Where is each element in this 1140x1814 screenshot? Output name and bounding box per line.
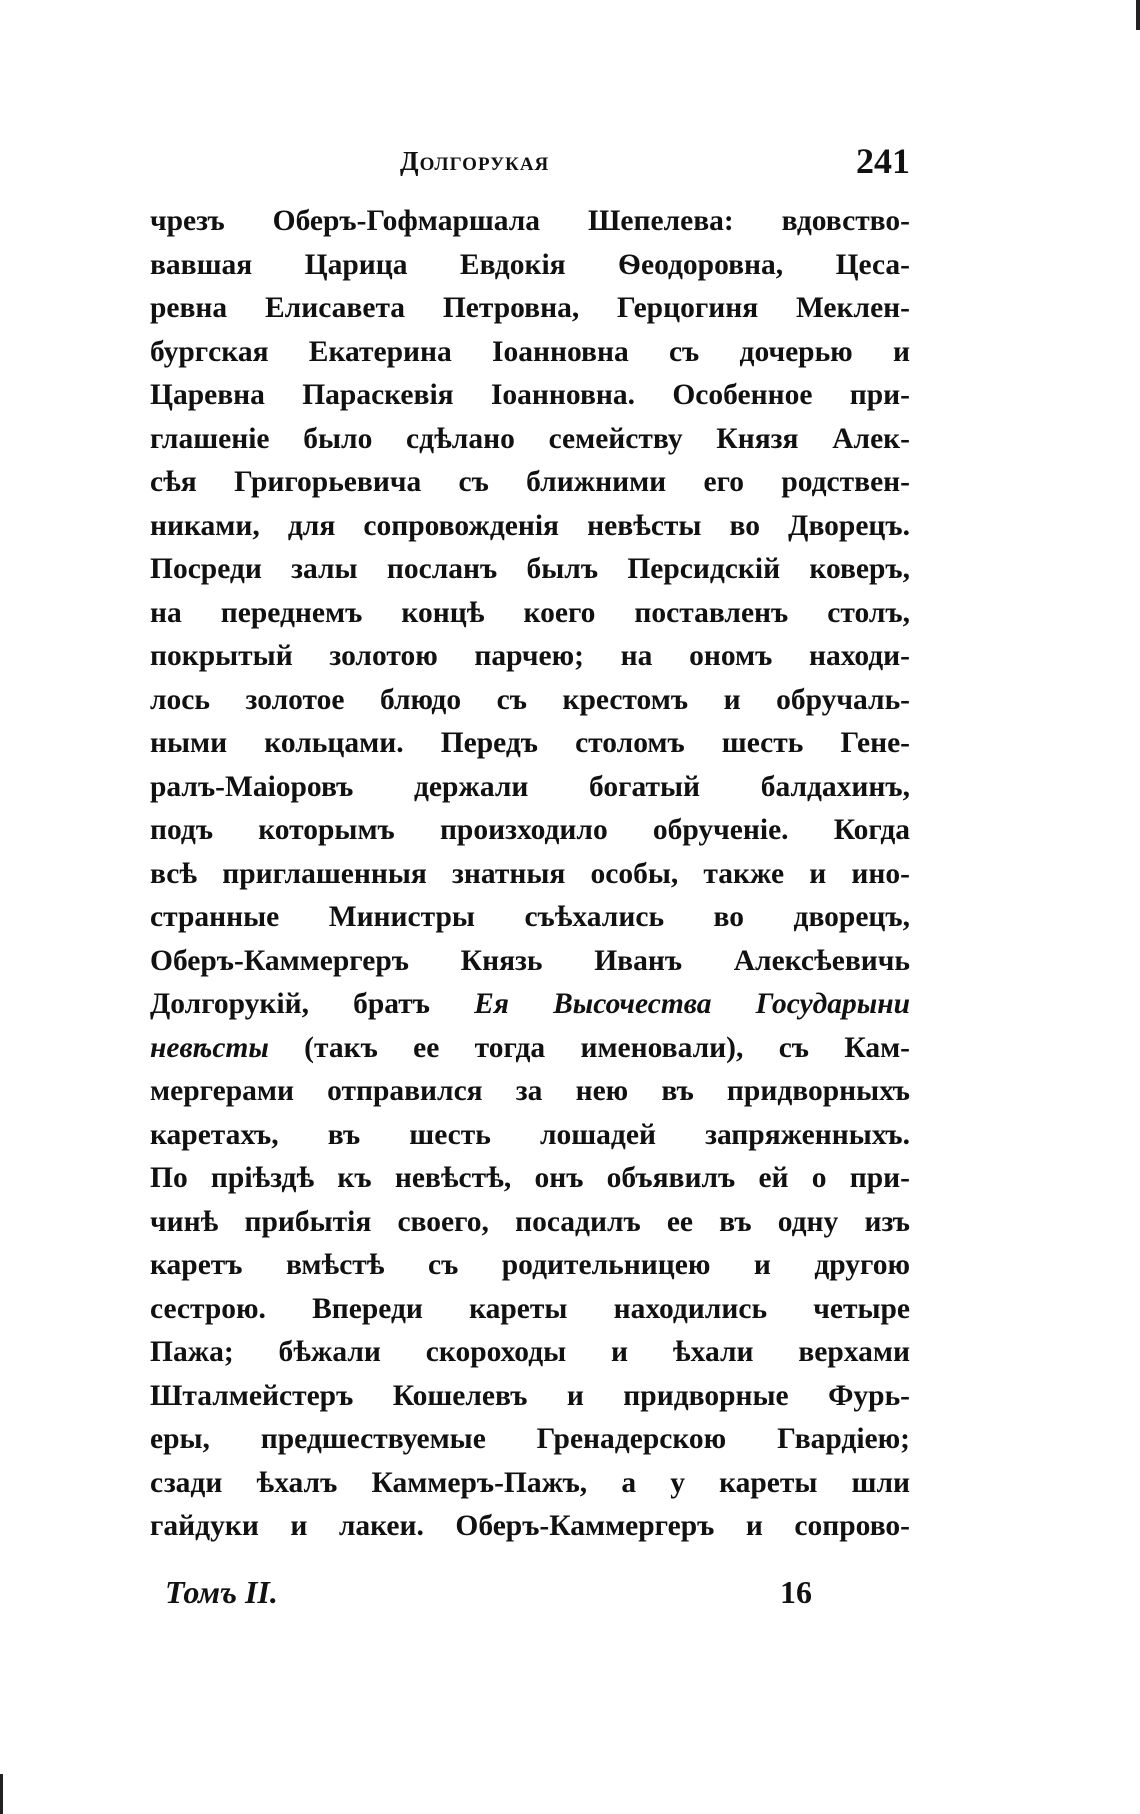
text-line: чинѣ прибытія своего, посадилъ ее въ одну изъ: [150, 1205, 910, 1238]
text-line: еры, предшествуемые Гренадерскою Гвардіею;: [150, 1423, 910, 1455]
text-italic: невѣсты: [150, 1031, 269, 1064]
page-edge-mark: [0, 1774, 3, 1814]
text-line: По пріѣздѣ къ невѣстѣ, онъ объявилъ ей о при-: [150, 1162, 910, 1194]
text-line: странные Министры съѣхались во дворецъ,: [150, 901, 910, 933]
text-line-mixed: [150, 983, 910, 1027]
text-line: Пажа; бѣжали скороходы и ѣхали верхами: [150, 1336, 910, 1368]
text-line: ралъ-Маіоровъ держали богатый балдахинъ,: [150, 770, 910, 803]
text-line: каретъ вмѣстѣ съ родительницею и другою: [150, 1249, 910, 1281]
text-line: ными кольцами. Передъ столомъ шесть Гене-: [150, 727, 910, 759]
text-line: всѣ приглашенныя знатныя особы, также и ино-: [150, 857, 910, 890]
text-line: Посреди залы посланъ былъ Персидскій коверъ,: [150, 553, 910, 585]
text-line: ревна Елисавета Петровна, Герцогиня Меклен-: [150, 292, 910, 324]
text-line: Оберъ-Каммергеръ Князь Иванъ Алексѣевичь: [150, 944, 910, 977]
running-title: Долгорукая: [400, 146, 550, 176]
page-number: 241: [856, 141, 910, 181]
text-line: бургская Екатерина Іоанновна съ дочерью и: [150, 335, 910, 368]
volume-label: Томъ II.: [165, 1574, 278, 1610]
text-italic: Ея Высочества Государыни: [474, 988, 910, 1020]
text-line: мергерами отправился за нею въ придворныхъ: [150, 1075, 910, 1107]
text-line: подъ которымъ произходило обрученіе. Когда: [150, 814, 910, 846]
running-head: [150, 140, 910, 190]
text-roman: Долгорукій, братъ: [150, 988, 475, 1020]
text-line: сестрою. Впереди кареты находились четыре: [150, 1292, 910, 1325]
text-line: глашеніе было сдѣлано семейству Князя Алек-: [150, 422, 910, 455]
page-edge-mark: [1136, 0, 1140, 30]
text-line: гайдуки и лакеи. Оберъ-Каммергеръ и сопрово-: [150, 1510, 910, 1542]
text-roman: (такъ ее тогда именовали), съ Кам-: [268, 1031, 910, 1064]
text-line: вавшая Царица Евдокія Ѳеодоровна, Цеса-: [150, 248, 910, 281]
text-line: Шталмейстеръ Кошелевъ и придворные Фурь-: [150, 1379, 910, 1412]
text-line: сѣя Григорьевича съ ближними его родствен-: [150, 466, 910, 498]
text-line: никами, для сопровожденія невѣсты во Дворецъ.: [150, 509, 910, 542]
text-line-mixed: [150, 1027, 910, 1071]
text-line: на переднемъ концѣ коего поставленъ столъ,: [150, 596, 910, 629]
signature-mark: 16: [780, 1574, 812, 1610]
text-line: покрытый золотою парчею; на ономъ находи-: [150, 640, 910, 672]
text-line: лось золотое блюдо съ крестомъ и обручаль-: [150, 683, 910, 716]
body-text: [150, 200, 910, 1549]
text-line: Царевна Параскевія Іоанновна. Особенное при-: [150, 379, 910, 411]
text-line: каретахъ, въ шесть лошадей запряженныхъ.: [150, 1118, 910, 1151]
page-footer: [165, 1574, 845, 1624]
text-line: чрезъ Оберъ-Гофмаршала Шепелева: вдовство-: [150, 205, 910, 237]
text-line: сзади ѣхалъ Каммеръ-Пажъ, а у кареты шли: [150, 1466, 910, 1499]
